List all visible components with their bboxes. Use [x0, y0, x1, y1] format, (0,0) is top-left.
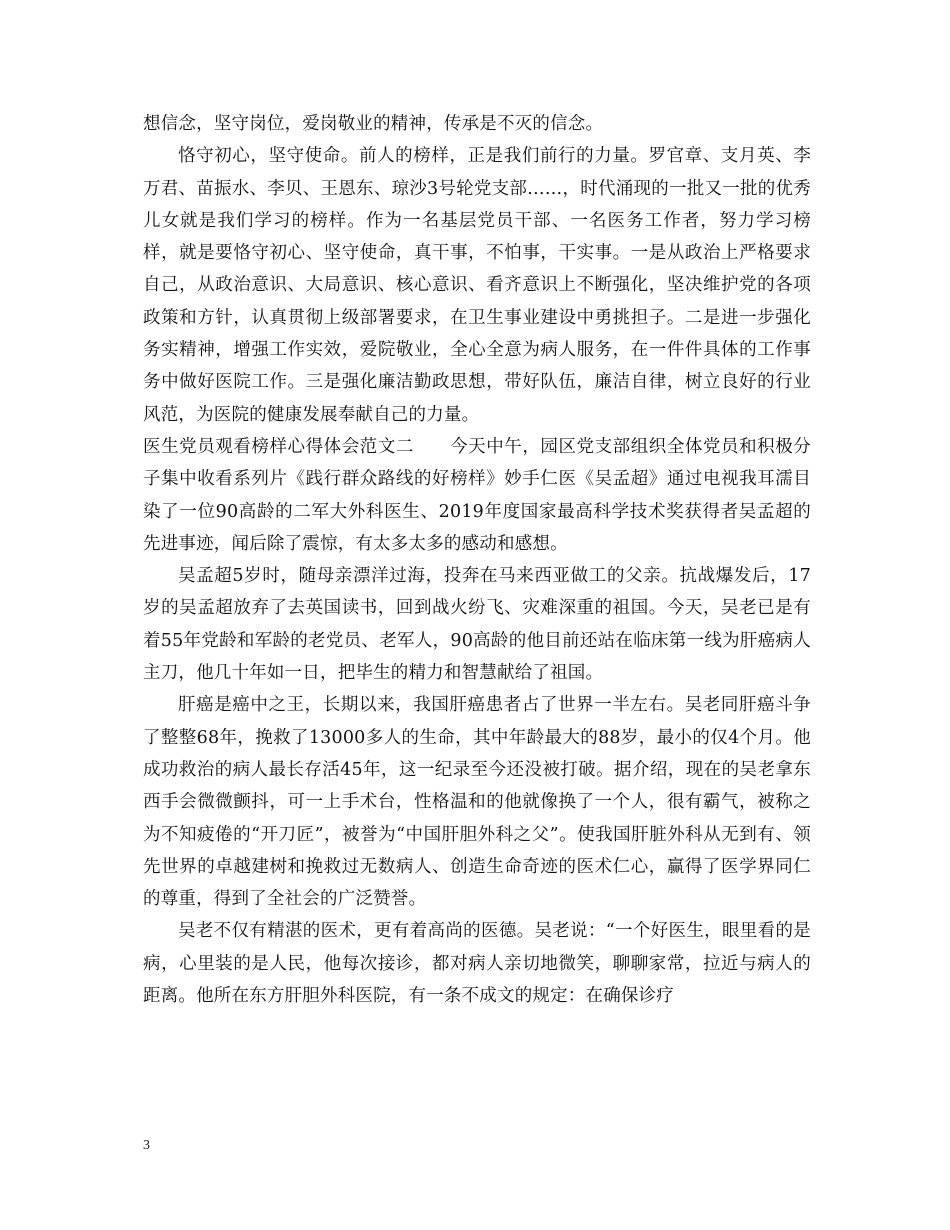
paragraph-3-section-heading: 医生党员观看榜样心得体会范文二 今天中午，园区党支部组织全体党员和积极分子集中收看系列片《践行群众路线的好榜样》妙手仁医《吴孟超》通过电视我耳濡目染了一位90高龄的二军大外科医生、2019年度国家最高科学技术奖获得者吴孟超的先进事迹，闻后除了震惊，有太多太多的感动和感想。: [143, 436, 811, 554]
paragraph-6: 吴老不仅有精湛的医术，更有着高尚的医德。吴老说：“一个好医生，眼里看的是病，心里装的是人民，他每次接诊，都对病人亲切地微笑，聊聊家常，拉近与病人的距离。他所在东方肝胆外科医院，有一条不成文的规定：在确保诊疗: [143, 921, 811, 1007]
page-number: 3: [143, 1138, 150, 1153]
paragraph-2: 恪守初心，坚守使命。前人的榜样，正是我们前行的力量。罗官章、支月英、李万君、苗振水、李贝、王恩东、琼沙3号轮党支部……，时代涌现的一批又一批的优秀儿女就是我们学习的榜样。作为一名基层党员干部、一名医务工作者，努力学习榜样，就是要恪守初心、坚守使命，真干事，不怕事，干实事。一是从政治上严格要求自己，从政治意识、大局意识、核心意识、看齐意识上不断强化，坚决维护党的各项政策和方针，认真贯彻上级部署要求，在卫生事业建设中勇挑担子。二是进一步强化务实精神，增强工作实效，爱院敬业，全心全意为病人服务，在一件件具体的工作事务中做好医院工作。三是强化廉洁勤政思想，带好队伍，廉洁自律，树立良好的行业风范，为医院的健康发展奉献自己的力量。: [143, 146, 811, 425]
paragraph-5: 肝癌是癌中之王，长期以来，我国肝癌患者占了世界一半左右。吴老同肝癌斗争了整整68年，挽救了13000多人的生命，其中年龄最大的88岁，最小的仅4个月。他成功救治的病人最长存活45年，这一纪录至今还没被打破。据介绍，现在的吴老拿东西手会微微颤抖，可一上手术台，性格温和的他就像换了一个人，很有霸气，被称之为不知疲倦的“开刀匠”，被誉为“中国肝胆外科之父”。使我国肝脏外科从无到有、领先世界的卓越建树和挽救过无数病人、创造生命奇迹的医术仁心，赢得了医学界同仁的尊重，得到了全社会的广泛赞誉。: [143, 695, 811, 910]
paragraph-4: 吴孟超5岁时，随母亲漂洋过海，投奔在马来西亚做工的父亲。抗战爆发后，17岁的吴孟超放弃了去英国读书，回到战火纷飞、灾难深重的祖国。今天，吴老已是有着55年党龄和军龄的老党员、老军人，90高龄的他目前还站在临床第一线为肝癌病人主刀，他几十年如一日，把毕生的精力和智慧献给了祖国。: [143, 566, 811, 684]
paragraph-1: 想信念，坚守岗位，爱岗敬业的精神，传承是不灭的信念。: [143, 114, 604, 134]
document-body: [143, 108, 811, 1012]
